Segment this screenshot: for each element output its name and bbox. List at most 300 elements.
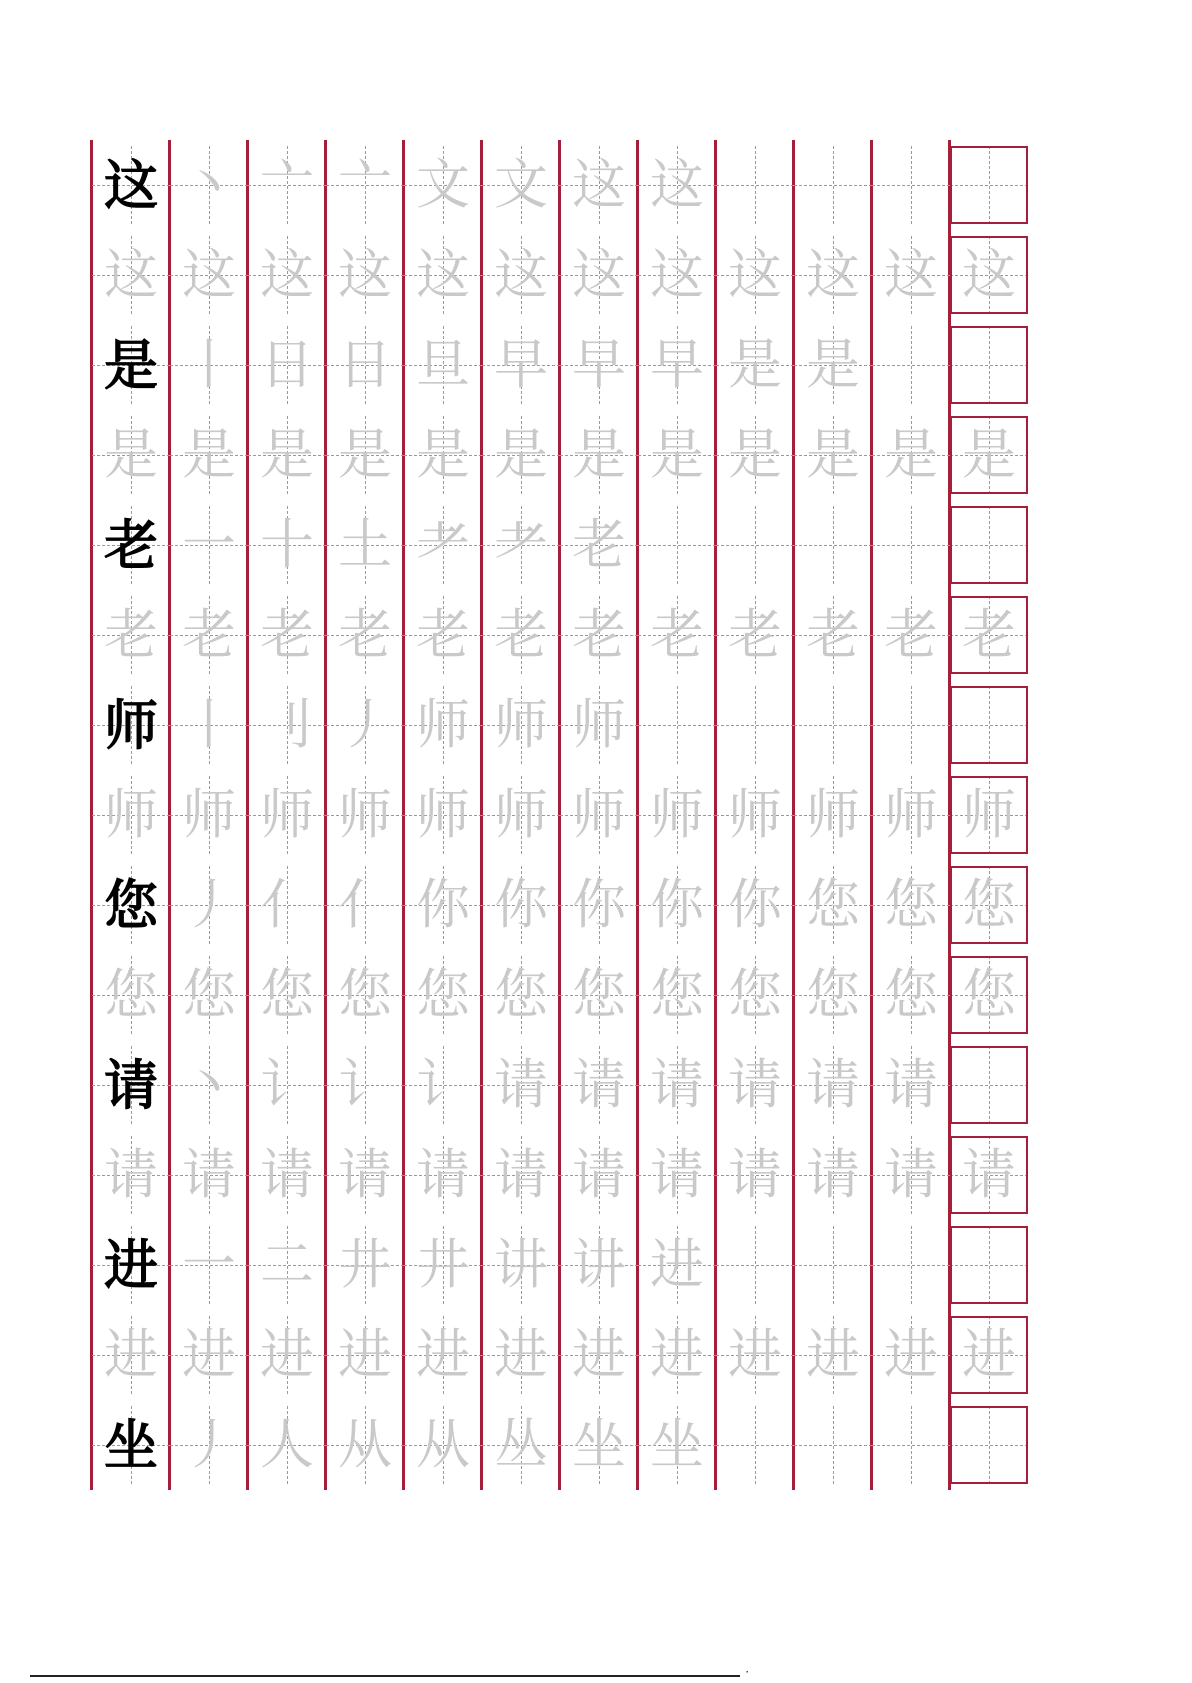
practice-cell (872, 326, 950, 404)
practice-cell (482, 236, 560, 314)
practice-cell (560, 1226, 638, 1304)
practice-cell (794, 1046, 872, 1124)
character: 请 (728, 1143, 782, 1206)
character: 老 (572, 603, 626, 666)
practice-cell (248, 686, 326, 764)
character (716, 1226, 794, 1304)
character: 进 (104, 1323, 158, 1386)
character: 师 (572, 783, 626, 846)
practice-cell (170, 1316, 248, 1394)
practice-cell (716, 866, 794, 944)
answer-box (950, 1226, 1028, 1304)
character: 进 (494, 1323, 548, 1386)
answer-box (950, 596, 1028, 674)
answer-box-border (950, 596, 1028, 674)
model-cell (92, 236, 170, 314)
practice-cell (248, 1226, 326, 1304)
character: 丨 (182, 333, 236, 396)
practice-cell (794, 1406, 872, 1484)
character: 这 (650, 153, 704, 216)
character: 您 (728, 963, 782, 1026)
character: 亻 (338, 873, 392, 936)
practice-cell (326, 326, 404, 404)
character: 是 (884, 423, 938, 486)
practice-cell (170, 776, 248, 854)
character: 请 (416, 1143, 470, 1206)
answer-box-border (950, 1406, 1028, 1484)
answer-box (950, 1406, 1028, 1484)
answer-box-border (950, 1316, 1028, 1394)
character: 早 (494, 333, 548, 396)
footer-rule (30, 1675, 740, 1677)
character: 您 (260, 963, 314, 1026)
character: 进 (728, 1323, 782, 1386)
practice-cell (404, 146, 482, 224)
character: 你 (416, 873, 470, 936)
character: 文 (416, 153, 470, 216)
character: 师 (338, 783, 392, 846)
answer-box-border (950, 416, 1028, 494)
character: 旦 (416, 333, 470, 396)
answer-box-border (950, 326, 1028, 404)
practice-cell (248, 236, 326, 314)
practice-cell (794, 1316, 872, 1394)
practice-cell (872, 506, 950, 584)
character (716, 146, 794, 224)
character: 这 (962, 243, 1016, 306)
practice-cell (716, 596, 794, 674)
footer-marker: ⠂ (745, 1668, 753, 1679)
character: 请 (572, 1143, 626, 1206)
answer-box (950, 236, 1028, 314)
practice-cell (482, 956, 560, 1034)
character: 是 (962, 423, 1016, 486)
character: 亻 (260, 873, 314, 936)
character: 这 (260, 243, 314, 306)
answer-box-border (950, 956, 1028, 1034)
practice-cell (170, 326, 248, 404)
character: 您 (806, 873, 860, 936)
character: 师 (104, 693, 158, 757)
character: 您 (884, 873, 938, 936)
character: 师 (416, 783, 470, 846)
practice-cell (638, 506, 716, 584)
character: 井 (338, 1233, 392, 1296)
answer-box-border (950, 506, 1028, 584)
practice-cell (482, 866, 560, 944)
character: 一 (182, 513, 236, 576)
practice-cell (560, 686, 638, 764)
practice-cell (872, 416, 950, 494)
character: 这 (572, 153, 626, 216)
character: 您 (962, 873, 1016, 936)
character: 从 (338, 1413, 392, 1476)
character: 土 (338, 513, 392, 576)
character: 您 (884, 963, 938, 1026)
character (638, 686, 716, 764)
model-cell (92, 1226, 170, 1304)
character: 是 (494, 423, 548, 486)
character: 坐 (572, 1413, 626, 1476)
practice-cell (560, 236, 638, 314)
practice-cell (794, 1136, 872, 1214)
practice-cell (248, 776, 326, 854)
character (872, 146, 950, 224)
character: 您 (962, 963, 1016, 1026)
character: 您 (104, 873, 158, 937)
practice-cell (560, 1406, 638, 1484)
practice-cell (716, 776, 794, 854)
model-cell (92, 326, 170, 404)
model-cell (92, 1316, 170, 1394)
character: 人 (260, 1413, 314, 1476)
character: 您 (416, 963, 470, 1026)
practice-cell (248, 596, 326, 674)
model-cell (92, 416, 170, 494)
character: 请 (182, 1143, 236, 1206)
practice-cell (716, 146, 794, 224)
practice-cell (716, 506, 794, 584)
practice-cell (170, 236, 248, 314)
character: 师 (494, 783, 548, 846)
practice-cell (482, 146, 560, 224)
answer-box (950, 1046, 1028, 1124)
character: 老 (494, 603, 548, 666)
character: 是 (260, 423, 314, 486)
model-cell (92, 776, 170, 854)
practice-cell (248, 506, 326, 584)
character: 请 (962, 1143, 1016, 1206)
character: 早 (650, 333, 704, 396)
practice-cell (404, 596, 482, 674)
practice-cell (482, 686, 560, 764)
character: 从 (416, 1413, 470, 1476)
practice-cell (638, 326, 716, 404)
character: 老 (104, 603, 158, 666)
practice-cell (404, 1226, 482, 1304)
answer-box (950, 416, 1028, 494)
character: 进 (260, 1323, 314, 1386)
practice-cell (482, 1406, 560, 1484)
practice-cell (170, 1226, 248, 1304)
character: 这 (884, 243, 938, 306)
character: 二 (260, 1233, 314, 1296)
practice-cell (872, 1406, 950, 1484)
practice-cell (716, 1136, 794, 1214)
character: 你 (728, 873, 782, 936)
practice-cell (716, 1226, 794, 1304)
character: 进 (884, 1323, 938, 1386)
character: 坐 (104, 1413, 158, 1477)
practice-cell (404, 1406, 482, 1484)
answer-box (950, 506, 1028, 584)
character: 讠 (416, 1053, 470, 1116)
character (794, 506, 872, 584)
character: 请 (806, 1143, 860, 1206)
character: 师 (806, 783, 860, 846)
character: 这 (728, 243, 782, 306)
practice-cell (872, 956, 950, 1034)
practice-cell (638, 1316, 716, 1394)
model-cell (92, 686, 170, 764)
character: 师 (104, 783, 158, 846)
practice-cell (638, 956, 716, 1034)
practice-cell (326, 596, 404, 674)
practice-cell (482, 1136, 560, 1214)
practice-cell (404, 416, 482, 494)
character: 丛 (494, 1413, 548, 1476)
character: 丶 (182, 153, 236, 216)
practice-cell (794, 506, 872, 584)
model-cell (92, 146, 170, 224)
practice-cell (716, 326, 794, 404)
answer-box-border (950, 146, 1028, 224)
character: 这 (806, 243, 860, 306)
character: 是 (182, 423, 236, 486)
character: 师 (572, 693, 626, 756)
character (794, 146, 872, 224)
character (794, 1406, 872, 1484)
practice-cell (638, 596, 716, 674)
practice-cell (326, 506, 404, 584)
practice-cell (404, 686, 482, 764)
practice-cell (638, 1406, 716, 1484)
character (638, 506, 716, 584)
practice-cell (326, 1226, 404, 1304)
model-cell (92, 596, 170, 674)
character: 讠 (260, 1053, 314, 1116)
character: 师 (650, 783, 704, 846)
practice-cell (872, 1136, 950, 1214)
practice-cell (638, 1046, 716, 1124)
character: 丿 (182, 873, 236, 936)
practice-cell (794, 1226, 872, 1304)
answer-box (950, 1316, 1028, 1394)
character: 进 (572, 1323, 626, 1386)
model-cell (92, 1046, 170, 1124)
practice-cell (404, 1136, 482, 1214)
character: 请 (650, 1053, 704, 1116)
character: 早 (572, 333, 626, 396)
practice-cell (560, 416, 638, 494)
model-cell (92, 956, 170, 1034)
answer-box-border (950, 236, 1028, 314)
practice-cell (794, 596, 872, 674)
character: 请 (494, 1053, 548, 1116)
character (716, 1406, 794, 1484)
character (716, 506, 794, 584)
practice-cell (326, 956, 404, 1034)
practice-cell (326, 776, 404, 854)
practice-cell (716, 686, 794, 764)
character: 老 (962, 603, 1016, 666)
practice-cell (170, 596, 248, 674)
practice-cell (638, 866, 716, 944)
character: 是 (806, 333, 860, 396)
practice-cell (404, 776, 482, 854)
practice-cell (560, 1316, 638, 1394)
character: 师 (728, 783, 782, 846)
practice-cell (482, 326, 560, 404)
practice-cell (326, 866, 404, 944)
character: 这 (104, 243, 158, 306)
character: 亠 (260, 153, 314, 216)
character: 请 (806, 1053, 860, 1116)
character: 请 (104, 1053, 158, 1117)
practice-cell (716, 1406, 794, 1484)
character: 耂 (494, 513, 548, 576)
practice-cell (872, 596, 950, 674)
character: 进 (962, 1323, 1016, 1386)
practice-cell (326, 146, 404, 224)
practice-cell (248, 416, 326, 494)
character: 这 (338, 243, 392, 306)
character: 丿 (182, 1413, 236, 1476)
practice-cell (794, 146, 872, 224)
model-cell (92, 1136, 170, 1214)
answer-box-border (950, 776, 1028, 854)
character: 文 (494, 153, 548, 216)
practice-cell (716, 236, 794, 314)
character: 一 (182, 1233, 236, 1296)
answer-box-border (950, 686, 1028, 764)
practice-cell (170, 416, 248, 494)
answer-box-border (950, 1046, 1028, 1124)
practice-cell (872, 1226, 950, 1304)
character: 师 (260, 783, 314, 846)
character: 请 (884, 1053, 938, 1116)
practice-cell (560, 866, 638, 944)
practice-cell (560, 596, 638, 674)
character (794, 1226, 872, 1304)
character: 师 (416, 693, 470, 756)
practice-cell (560, 146, 638, 224)
character: 是 (104, 423, 158, 486)
practice-cell (560, 1136, 638, 1214)
character: 这 (572, 243, 626, 306)
practice-cell (326, 1316, 404, 1394)
model-cell (92, 1406, 170, 1484)
practice-cell (170, 1046, 248, 1124)
character: 您 (182, 963, 236, 1026)
practice-cell (248, 146, 326, 224)
practice-cell (872, 1046, 950, 1124)
character: 老 (650, 603, 704, 666)
practice-cell (170, 1136, 248, 1214)
character: 是 (650, 423, 704, 486)
character: 师 (962, 783, 1016, 846)
character: 老 (416, 603, 470, 666)
model-cell (92, 866, 170, 944)
character: 你 (494, 873, 548, 936)
character: 坐 (650, 1413, 704, 1476)
practice-cell (872, 686, 950, 764)
practice-cell (248, 1406, 326, 1484)
character: 井 (416, 1233, 470, 1296)
character (872, 686, 950, 764)
practice-cell (872, 236, 950, 314)
practice-cell (248, 1046, 326, 1124)
practice-cell (482, 596, 560, 674)
character: 请 (572, 1053, 626, 1116)
character: 这 (416, 243, 470, 306)
practice-cell (404, 866, 482, 944)
practice-cell (170, 506, 248, 584)
character: 请 (728, 1053, 782, 1116)
practice-cell (638, 416, 716, 494)
practice-cell (170, 146, 248, 224)
practice-cell (638, 146, 716, 224)
practice-cell (638, 236, 716, 314)
character: 是 (728, 333, 782, 396)
answer-box (950, 866, 1028, 944)
character: 老 (806, 603, 860, 666)
character (872, 1406, 950, 1484)
character: 这 (104, 153, 158, 217)
character: 进 (650, 1323, 704, 1386)
practice-cell (326, 236, 404, 314)
practice-cell (560, 326, 638, 404)
practice-cell (482, 776, 560, 854)
practice-cell (326, 1046, 404, 1124)
character: 日 (260, 333, 314, 396)
answer-box (950, 326, 1028, 404)
practice-cell (716, 1316, 794, 1394)
character: 请 (104, 1143, 158, 1206)
character (872, 1226, 950, 1304)
practice-cell (326, 416, 404, 494)
answer-box (950, 1136, 1028, 1214)
practice-cell (248, 326, 326, 404)
character: 请 (494, 1143, 548, 1206)
practice-cell (326, 1136, 404, 1214)
character: 这 (650, 243, 704, 306)
practice-cell (170, 866, 248, 944)
character: 师 (182, 783, 236, 846)
character: 您 (338, 963, 392, 1026)
answer-box-border (950, 1136, 1028, 1214)
answer-box (950, 776, 1028, 854)
practice-cell (794, 326, 872, 404)
practice-cell (404, 326, 482, 404)
practice-cell (248, 1316, 326, 1394)
practice-cell (248, 1136, 326, 1214)
practice-cell (560, 776, 638, 854)
character: 是 (338, 423, 392, 486)
practice-cell (482, 506, 560, 584)
character: 进 (338, 1323, 392, 1386)
practice-cell (560, 506, 638, 584)
practice-cell (872, 1316, 950, 1394)
practice-cell (716, 416, 794, 494)
character: 进 (806, 1323, 860, 1386)
character: 你 (572, 873, 626, 936)
practice-cell (404, 506, 482, 584)
practice-cell (404, 956, 482, 1034)
character: 您 (572, 963, 626, 1026)
character: 您 (104, 963, 158, 1026)
character: 这 (182, 243, 236, 306)
practice-cell (794, 686, 872, 764)
practice-cell (326, 1406, 404, 1484)
practice-cell (638, 686, 716, 764)
practice-cell (170, 1406, 248, 1484)
character: 进 (182, 1323, 236, 1386)
character: 老 (104, 513, 158, 577)
character: 十 (260, 513, 314, 576)
practice-cell (794, 236, 872, 314)
character: 是 (572, 423, 626, 486)
